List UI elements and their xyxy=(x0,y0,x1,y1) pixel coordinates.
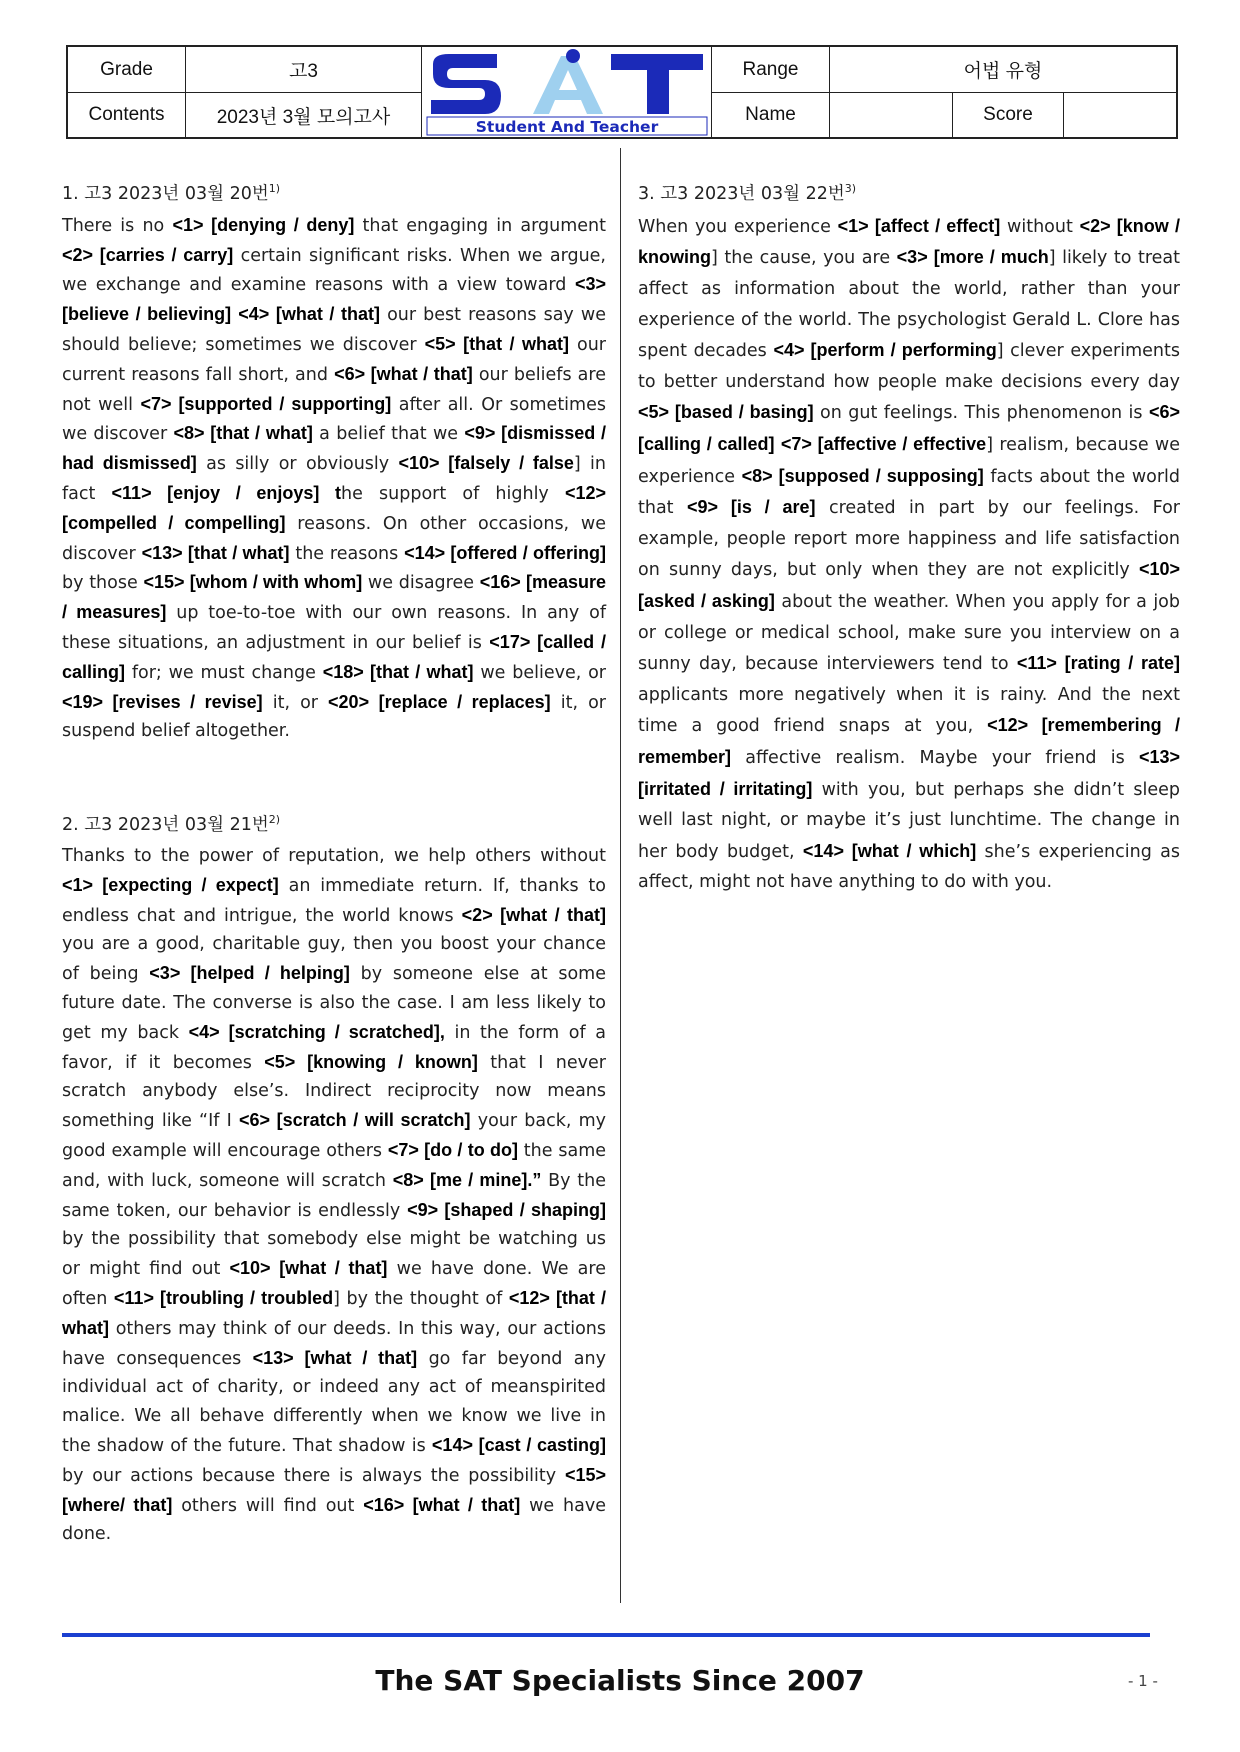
passage-text: There is no xyxy=(62,215,173,236)
passage-text: we have done. We are often xyxy=(62,1259,606,1309)
passage-text: we have done. xyxy=(62,1495,606,1545)
answer-choice[interactable]: <7> [affective / effective xyxy=(780,433,987,454)
answer-choice[interactable]: <7> [supported / supporting] xyxy=(140,393,392,414)
passage-text: with you, but perhaps she didn’t sleep well last night, or maybe it’s just lunchtime. The change in her body budget, xyxy=(638,779,1180,862)
answer-choice[interactable]: <3> [more / much xyxy=(896,247,1049,268)
answer-choice[interactable]: <14> [what / which] xyxy=(802,840,977,861)
answer-choice[interactable]: <15> [whom / with whom] xyxy=(143,572,363,593)
sat-logo xyxy=(422,47,712,137)
answer-choice[interactable]: <6> [calling / called] xyxy=(638,402,1180,454)
passage-text: up toe-to-toe with our own reasons. In any of these situations, an adjustment in our belief is xyxy=(62,603,606,653)
question-title-text: 3. 고3 2023년 03월 22번 xyxy=(638,183,845,204)
question-1 xyxy=(62,172,606,746)
answer-choice[interactable]: <4> [perform / performing xyxy=(773,340,997,361)
answer-choice[interactable]: <5> [that / what] xyxy=(424,334,569,355)
question-title xyxy=(638,172,1180,211)
answer-choice[interactable]: <20> [replace / replaces] xyxy=(328,691,551,712)
answer-choice[interactable]: <14> [offered / offering] xyxy=(404,542,606,563)
passage-text: the reasons xyxy=(289,543,405,564)
passage-text: others will find out xyxy=(172,1495,364,1516)
answer-choice[interactable]: <9> [shaped / shaping] xyxy=(407,1199,607,1220)
passage-text: we believe, or xyxy=(473,662,606,683)
passage-text: he support of highly xyxy=(341,484,565,504)
grade-value: 고3 xyxy=(186,47,422,93)
answer-choice[interactable]: <8> [that / what] xyxy=(173,423,313,444)
score-field[interactable] xyxy=(1064,93,1176,137)
answer-choice[interactable]: <1> [denying / deny] xyxy=(172,214,355,235)
passage-text: after all. Or sometimes we discover xyxy=(62,394,606,445)
answer-choice[interactable]: <9> [dismissed / had dismissed] xyxy=(62,423,606,474)
contents-label: Contents xyxy=(68,93,186,137)
header-table xyxy=(66,45,1178,139)
passage-text: our beliefs are not well xyxy=(62,364,606,415)
answer-choice[interactable]: <12> [compelled / compelling] xyxy=(62,483,606,533)
answer-choice[interactable]: <16> [what / that] xyxy=(363,1494,521,1515)
passage-text: ] the cause, you are xyxy=(711,248,897,269)
passage-text: ] clever experiments to better understand how people make decisions every day xyxy=(638,341,1180,392)
passage-text: about the weather. When you apply for a job or college or medical school, make sure you interview on a sunny day, because interviewers tend to xyxy=(638,591,1180,675)
answer-choice[interactable]: <3> [believe / believing] xyxy=(62,274,606,325)
passage-text: applicants more negatively when it is rainy. And the next time a good friend snaps at you, xyxy=(638,684,1180,737)
answer-choice[interactable]: <15> [where/ that] xyxy=(62,1464,606,1515)
answer-choice[interactable]: <13> [what / that] xyxy=(252,1347,418,1368)
sat-logo-graphic xyxy=(425,48,709,136)
passage-text: ] in fact xyxy=(62,454,606,504)
answer-choice[interactable]: <13> [that / what] xyxy=(141,542,290,563)
passage-text: in the form of a favor, if it becomes xyxy=(62,1022,606,1073)
passage-text: it, or xyxy=(262,692,329,713)
score-label: Score xyxy=(953,93,1064,137)
answer-choice[interactable]: <5> [based / basing] xyxy=(638,402,814,423)
passage-text: she’s experiencing as affect, might not have anything to do with you. xyxy=(638,841,1180,893)
question-2 xyxy=(62,803,606,1549)
passage-text: reasons. On other occasions, we discover xyxy=(62,513,606,564)
passage-text: on gut feelings. This phenomenon is xyxy=(813,403,1149,424)
footnote-marker: 1) xyxy=(268,182,281,195)
passage-text: ] realism, because we experience xyxy=(638,434,1180,487)
left-column xyxy=(62,172,606,1549)
range-label: Range xyxy=(712,47,830,93)
question-title-text: 1. 고3 2023년 03월 20번 xyxy=(62,183,269,204)
question-3 xyxy=(638,172,1180,898)
answer-choice[interactable]: <2> [what / that] xyxy=(461,904,606,925)
passage-text: by our actions because there is always the possibility xyxy=(62,1465,565,1486)
passage-text: for; we must change xyxy=(125,662,323,683)
answer-choice[interactable]: <13> [irritated / irritating] xyxy=(638,746,1180,799)
passage-text: that engaging in argument xyxy=(354,215,607,236)
question-passage xyxy=(62,211,606,746)
answer-choice[interactable]: <6> [what / that] xyxy=(334,363,473,384)
passage-text: ] likely to treat affect as information about the world, rather than your experience of the world. The psychologist Gerald L. Clore has spent decades xyxy=(638,248,1181,362)
answer-choice[interactable]: <10> [falsely / false xyxy=(398,453,574,474)
question-title xyxy=(62,172,606,211)
answer-choice[interactable]: <8> [me / mine].” xyxy=(392,1169,542,1190)
question-passage xyxy=(638,211,1180,898)
range-value: 어법 유형 xyxy=(830,47,1176,93)
answer-choice[interactable]: <1> [expecting / expect] xyxy=(62,874,279,895)
answer-choice[interactable]: <12> [remembering / remember] xyxy=(638,715,1180,767)
page-number: - 1 - xyxy=(1128,1672,1158,1690)
answer-choice[interactable]: <10> [what / that] xyxy=(229,1258,388,1279)
answer-choice[interactable]: <12> [that / what] xyxy=(62,1287,606,1338)
passage-text: we disagree xyxy=(362,573,480,594)
answer-choice[interactable]: <7> [do / to do] xyxy=(387,1139,518,1160)
passage-text: go far beyond any individual act of charity, or indeed any act of meanspirited malice. We all behave differently when we know we live in the shadow of the future. That shadow is xyxy=(62,1348,606,1456)
passage-text: your back, my good example will encourage others xyxy=(62,1111,606,1161)
answer-choice[interactable]: <4> [what / that] xyxy=(238,304,380,325)
answer-choice[interactable]: <9> [is / are] xyxy=(686,497,816,518)
passage-text: the same and, with luck, someone will scratch xyxy=(62,1140,607,1191)
passage-text: you are a good, charitable guy, then you boost your chance of being xyxy=(62,934,606,985)
passage-text: others may think of our deeds. In this way, our actions have consequences xyxy=(62,1318,606,1369)
passage-text: without xyxy=(1000,216,1080,237)
passage-text: When you experience xyxy=(638,216,838,237)
passage-text: created in part by our feelings. For example, people report more happiness and life satisfaction on sunny days, but only when they are not explicitly xyxy=(638,498,1180,581)
footnote-marker: 3) xyxy=(844,182,857,195)
answer-choice[interactable]: <14> [cast / casting] xyxy=(431,1434,606,1455)
answer-choice[interactable]: <17> [called / calling] xyxy=(62,631,606,682)
passage-text: by the possibility that somebody else might be watching us or might find out xyxy=(62,1229,606,1280)
question-passage xyxy=(62,842,606,1549)
passage-text: by those xyxy=(62,573,144,594)
answer-choice[interactable]: <2> [carries / carry] xyxy=(62,244,234,265)
passage-text: a belief that we xyxy=(312,424,465,445)
footer-rule xyxy=(62,1633,1150,1637)
passage-text: certain significant risks. When we argue, we exchange and examine reasons with a view toward xyxy=(62,245,606,296)
answer-choice[interactable]: <11> [troubling / troubled xyxy=(113,1287,334,1308)
passage-text: that I never scratch anybody else’s. Indirect reciprocity now means something like “If I xyxy=(62,1052,606,1132)
answer-choice[interactable]: <16> [measure / measures] xyxy=(62,572,606,623)
passage-text: as silly or obviously xyxy=(196,454,399,475)
passage-text: ] by the thought of xyxy=(333,1288,509,1309)
question-title-text: 2. 고3 2023년 03월 21번 xyxy=(62,815,269,835)
column-divider xyxy=(620,148,621,1603)
passage-text: Thanks to the power of reputation, we help others without xyxy=(62,846,606,866)
right-column xyxy=(638,172,1180,898)
passage-text: by someone else at some future date. The converse is also the case. I am less likely to get my back xyxy=(62,964,606,1043)
answer-choice[interactable]: <18> [that / what] xyxy=(322,661,474,682)
answer-choice[interactable]: <19> [revises / revise] xyxy=(62,691,263,712)
answer-choice[interactable]: <11> [enjoy / enjoys] t xyxy=(111,483,342,503)
answer-choice[interactable]: <3> [helped / helping] xyxy=(149,963,350,984)
footer-slogan: The SAT Specialists Since 2007 xyxy=(375,1664,865,1697)
answer-choice[interactable]: <8> [supposed / supposing] xyxy=(741,465,984,486)
passage-text: our best reasons say we should believe; sometimes we discover xyxy=(62,305,606,356)
logo-subtitle: Student And Teacher xyxy=(475,118,658,136)
contents-value: 2023년 3월 모의고사 xyxy=(186,93,422,137)
answer-choice[interactable]: <5> [knowing / known] xyxy=(264,1051,478,1072)
answer-choice[interactable]: <1> [affect / effect] xyxy=(837,215,1001,236)
name-label: Name xyxy=(712,93,830,137)
question-title xyxy=(62,803,606,842)
passage-text: affective realism. Maybe your friend is xyxy=(731,747,1139,768)
answer-choice[interactable]: <10> [asked / asking] xyxy=(638,559,1180,611)
passage-text: By the same token, our behavior is endlessly xyxy=(62,1170,606,1221)
passage-text: our current reasons fall short, and xyxy=(62,335,606,385)
name-field[interactable] xyxy=(830,93,953,137)
footnote-marker: 2) xyxy=(268,813,281,827)
passage-text: it, or suspend belief altogether. xyxy=(62,692,606,742)
answer-choice[interactable]: <11> [rating / rate] xyxy=(1016,653,1180,674)
answer-choice[interactable]: <4> [scratching / scratched], xyxy=(188,1021,445,1042)
grade-label: Grade xyxy=(68,47,186,93)
answer-choice[interactable]: <6> [scratch / will scratch] xyxy=(238,1110,471,1131)
passage-text: facts about the world that xyxy=(638,466,1180,519)
answer-choice[interactable]: <2> [know / knowing xyxy=(638,215,1180,268)
passage-text: an immediate return. If, thanks to endless chat and intrigue, the world knows xyxy=(62,875,606,926)
